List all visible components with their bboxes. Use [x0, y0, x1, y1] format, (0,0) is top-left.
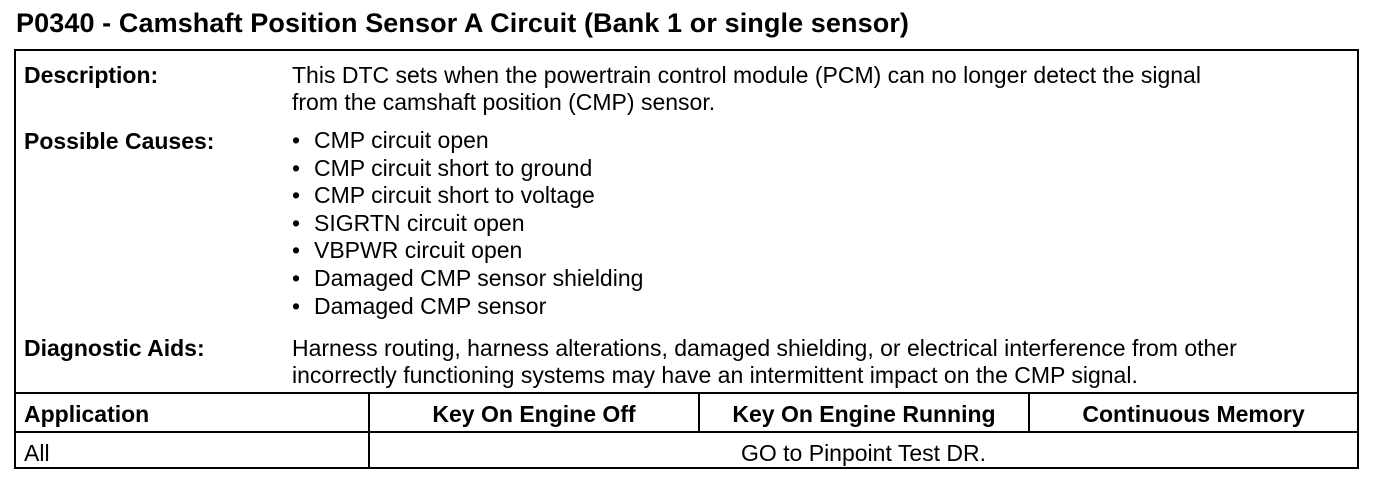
description-label: Description:: [24, 62, 159, 88]
cause-text: SIGRTN circuit open: [314, 209, 525, 236]
bullet-icon: •: [292, 292, 301, 319]
column-header-application: Application: [24, 401, 150, 427]
bullet-icon: •: [292, 154, 301, 181]
possible-causes-list: [292, 127, 643, 320]
diagnostic-aids-line: incorrectly functioning systems may have an intermittent impact on the CMP signal.: [292, 362, 1138, 388]
page-title: P0340 - Camshaft Position Sensor A Circuit (Bank 1 or single sensor): [16, 8, 910, 38]
cause-text: CMP circuit short to ground: [314, 154, 593, 181]
table-row-divider: [16, 431, 1357, 433]
description-line: This DTC sets when the powertrain control module (PCM) can no longer detect the signal: [292, 62, 1201, 88]
application-cell: All: [24, 440, 50, 466]
column-header-continuous-memory: Continuous Memory: [1082, 401, 1305, 427]
column-header-koer: Key On Engine Running: [732, 401, 996, 427]
diagnostic-aids-line: Harness routing, harness alterations, damaged shielding, or electrical interference from other: [292, 335, 1237, 361]
list-item: [292, 155, 643, 183]
list-item: [292, 265, 643, 293]
cause-text: CMP circuit open: [314, 127, 489, 153]
description-text: [292, 62, 1201, 116]
diagnostic-aids-text: [292, 335, 1237, 389]
bullet-icon: •: [292, 182, 301, 209]
cause-text: Damaged CMP sensor shielding: [314, 264, 644, 291]
cause-text: Damaged CMP sensor: [314, 292, 547, 319]
cause-text: CMP circuit short to voltage: [314, 182, 595, 209]
bullet-icon: •: [292, 237, 301, 264]
bullet-icon: •: [292, 209, 301, 236]
dtc-info-box: [14, 49, 1359, 469]
list-item: [292, 210, 643, 238]
list-item: [292, 182, 643, 210]
column-header-koeo: Key On Engine Off: [432, 401, 636, 427]
list-item: [292, 127, 643, 155]
cause-text: VBPWR circuit open: [314, 237, 523, 264]
diagnostic-aids-label: Diagnostic Aids:: [24, 335, 205, 361]
pinpoint-test-cell: GO to Pinpoint Test DR.: [740, 440, 986, 466]
list-item: [292, 237, 643, 265]
bullet-icon: •: [292, 127, 301, 153]
list-item: [292, 293, 643, 321]
bullet-icon: •: [292, 264, 301, 291]
table-top-border: [16, 392, 1357, 394]
description-line: from the camshaft position (CMP) sensor.: [292, 89, 716, 115]
possible-causes-label: Possible Causes:: [24, 128, 215, 154]
